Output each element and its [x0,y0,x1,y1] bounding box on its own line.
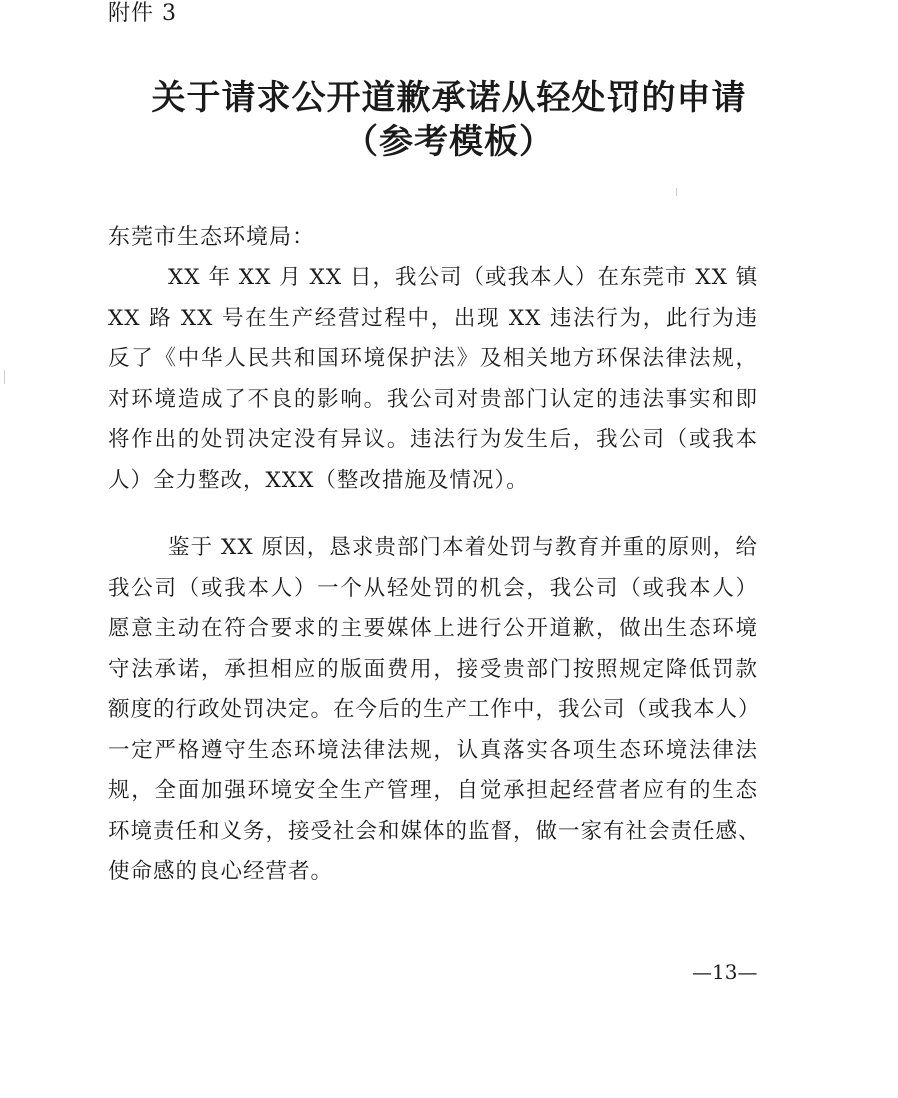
paragraph-1 [108,258,758,501]
scan-artifact [676,188,677,196]
paragraph-line: 额度的行政处罚决定。在今后的生产工作中，我公司（或我本人） [108,697,761,722]
paragraph-line: 使命感的良心经营者。 [108,859,334,884]
document-subtitle: （参考模板） [344,122,554,162]
paragraph-line: XX 年 XX 月 XX 日，我公司（或我本人）在东莞市 XX 镇 [168,265,759,290]
paragraph-line: 人）全力整改，XXX（整改措施及情况）。 [108,467,529,493]
page-number: —13— [692,960,758,984]
document-title: 关于请求公开道歉承诺从轻处罚的申请 [151,78,747,118]
scan-artifact [4,370,5,384]
paragraph-line: 守法承诺，承担相应的版面费用，接受贵部门按照规定降低罚款 [108,656,758,682]
paragraph-line: 对环境造成了不良的影响。我公司对贵部门认定的违法事实和即 [108,386,758,412]
paragraph-line: 一定严格遵守生态环境法律法规，认真落实各项生态环境法律法 [108,737,758,763]
paragraph-line: 鉴于 XX 原因，恳求贵部门本着处罚与教育并重的原则，给 [168,535,758,560]
paragraph-line: 环境责任和义务，接受社会和媒体的监督，做一家有社会责任感、 [108,818,761,844]
paragraph-line: 我公司（或我本人）一个从轻处罚的机会，我公司（或我本人） [108,575,758,601]
paragraph-line: 将作出的处罚决定没有异议。违法行为发生后，我公司（或我本 [108,427,758,452]
paragraph-line: 愿意主动在符合要求的主要媒体上进行公开道歉，做出生态环境 [108,616,758,641]
paragraph-line: 反了《中华人民共和国环境保护法》及相关地方环保法律法规， [108,346,758,371]
paragraph-2 [108,528,761,893]
paragraph-line: XX 路 XX 号在生产经营过程中，出现 XX 违法行为，此行为违 [108,305,758,331]
attachment-label: 附件 3 [108,1,177,26]
paragraph-line: 规，全面加强环境安全生产管理，自觉承担起经营者应有的生态 [108,778,758,803]
salutation: 东莞市生态环境局： [108,225,316,250]
